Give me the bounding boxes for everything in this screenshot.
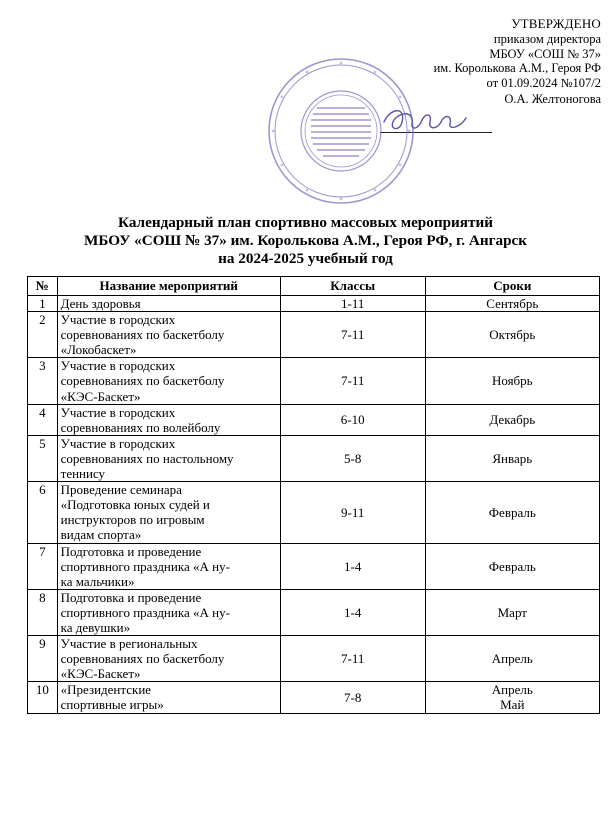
approval-block [434,17,601,107]
event-name-line: Проведение семинара [60,482,182,498]
event-name-line: соревнованиях по волейболу [60,419,221,435]
event-name-line: видам спорта» [60,527,142,543]
event-term-line: Декабрь [489,412,536,428]
event-term-line: Январь [492,450,533,466]
table-row [28,312,600,358]
header-event-name: Название мероприятий [57,277,280,296]
event-term [425,482,599,543]
row-number: 3 [28,358,58,404]
event-term-line: Март [497,604,527,620]
event-name-line: теннису [60,466,106,482]
event-term-line: Сентябрь [486,296,539,311]
event-name [57,296,280,312]
row-number: 8 [28,589,58,635]
event-name-line: Участие в городских [60,435,176,451]
events-table [27,276,600,714]
event-name [57,312,280,358]
approval-order: приказом директора [493,31,601,46]
table-row [28,682,600,713]
table-row [28,589,600,635]
event-name-line: «Президентские [60,682,152,698]
header-term: Сроки [425,277,599,296]
event-name-line: соревнованиях по баскетболу [60,373,225,389]
event-classes: 7-11 [280,636,425,682]
event-name-line: Участие в городских [60,358,176,374]
table-header-row [28,277,600,296]
event-term [425,404,599,435]
event-term [425,312,599,358]
event-term-line: Октябрь [489,327,536,343]
event-name-line: спортивного праздника «А ну- [60,604,230,620]
event-name-line: соревнованиях по настольному [60,450,234,466]
event-term-line: Апрель [491,682,533,698]
table-row [28,404,600,435]
event-classes: 9-11 [280,482,425,543]
row-number: 7 [28,543,58,589]
table-row [28,358,600,404]
event-name-line: ка мальчики» [60,573,135,589]
approval-order-date: от 01.09.2024 №107/2 [486,76,601,91]
row-number: 10 [28,682,58,713]
event-name-line: Подготовка и проведение [60,543,202,559]
title-line-1: Календарный план спортивно массовых мероприятий [118,214,493,231]
event-classes: 1-4 [280,543,425,589]
event-name [57,435,280,481]
table-row [28,636,600,682]
approval-director: О.А. Желтоногова [504,91,601,106]
event-name-line: Участие в городских [60,312,176,328]
event-term-line: Февраль [488,504,536,520]
event-name [57,589,280,635]
event-term [425,296,599,312]
handwritten-signature-icon [380,100,470,140]
event-name-line: Участие в городских [60,404,176,420]
approval-school: МБОУ «СОШ № 37» [489,46,601,61]
event-name-line: соревнованиях по баскетболу [60,327,225,343]
table-row [28,543,600,589]
table-row [28,482,600,543]
event-term [425,636,599,682]
event-term-line: Ноябрь [491,373,533,389]
row-number: 4 [28,404,58,435]
row-number: 1 [28,296,58,312]
event-name [57,404,280,435]
header-classes: Классы [280,277,425,296]
row-number: 6 [28,482,58,543]
row-number: 2 [28,312,58,358]
table-body [28,296,600,714]
event-term [425,682,599,713]
row-number: 5 [28,435,58,481]
header-number: № [28,277,58,296]
event-term [425,358,599,404]
event-name-line: «Подготовка юных судей и [60,497,210,513]
event-name [57,358,280,404]
event-name-line: Участие в региональных [60,636,198,652]
title-line-3: на 2024-2025 учебный год [218,250,393,268]
event-name-line: соревнованиях по баскетболу [60,651,225,667]
event-classes: 1-4 [280,589,425,635]
event-name-line: «КЭС-Баскет» [60,666,141,682]
event-classes: 7-8 [280,682,425,713]
event-name-line: ка девушки» [60,619,131,635]
document-title [0,214,611,269]
table-row [28,296,600,312]
event-name [57,543,280,589]
event-term [425,589,599,635]
event-name-line: «Локобаскет» [60,342,137,358]
event-name-line: День здоровья [60,296,141,311]
event-classes: 5-8 [280,435,425,481]
approval-school-name: им. Королькова А.М., Героя РФ [433,61,601,76]
event-term-line: Февраль [488,558,536,574]
title-line-2: МБОУ «СОШ № 37» им. Королькова А.М., Героя РФ, г. Ангарск [83,232,528,250]
event-name-line: спортивного праздника «А ну- [60,558,230,574]
table-row [28,435,600,481]
event-name-line: «КЭС-Баскет» [60,388,141,404]
event-classes: 7-11 [280,358,425,404]
event-classes: 7-11 [280,312,425,358]
event-term [425,543,599,589]
event-classes: 6-10 [280,404,425,435]
event-name [57,482,280,543]
event-name [57,682,280,713]
event-term-line: Май [500,697,525,713]
event-name-line: инструкторов по игровым [60,512,205,528]
approval-heading: УТВЕРЖДЕНО [511,16,601,31]
event-term [425,435,599,481]
event-classes: 1-11 [280,296,425,312]
row-number: 9 [28,636,58,682]
event-name [57,636,280,682]
event-term-line: Апрель [491,651,533,667]
event-name-line: спортивные игры» [60,697,164,713]
event-name-line: Подготовка и проведение [60,589,202,605]
